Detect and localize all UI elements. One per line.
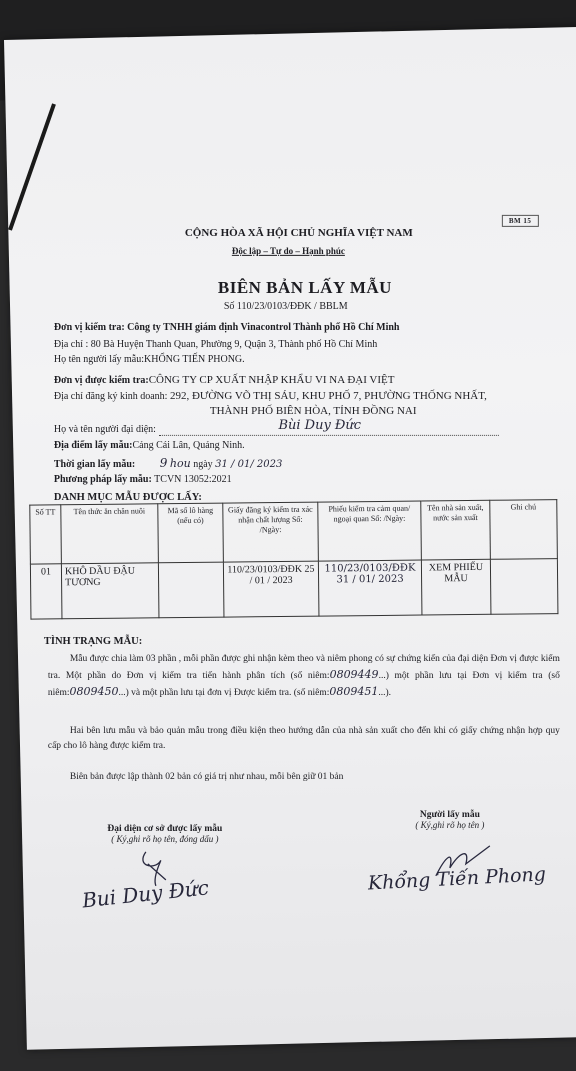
representative-line [53,417,499,436]
cell-manufacturer: XEM PHIẾU MẪU [421,559,491,615]
inspector-value: Công ty TNHH giám định Vinacontrol Thành phố Hồ Chí Minh [127,321,400,333]
right-signature-subtitle: ( Ký,ghi rõ họ tên ) [415,819,485,830]
sampler-label: Họ tên người lấy mẫu: [53,353,145,365]
left-signer-name: Bui Duy Đức [80,875,210,913]
sampler-value: KHỔNG TIẾN PHONG. [144,353,245,365]
inspected-address-label: Địa chỉ đăng ký kinh doanh: [53,390,168,402]
time-line [54,456,282,470]
col-header-registration: Giấy đăng ký kiểm tra xác nhận chất lượng Số: /Ngày: [223,502,319,562]
col-header-name: Tên thức ăn chăn nuôi [61,504,159,564]
sample-list-title: DANH MỤC MẪU ĐƯỢC LẤY: [53,491,202,503]
place-line [54,440,245,451]
inspected-label: Đơn vị được kiểm tra: [53,374,149,386]
document-page [4,26,576,1049]
inspected-address-line1 [54,390,487,402]
document-number: Số 110/23/0103/ĐĐK / BBLM [223,300,348,312]
status-text-b: ...) một phần lưu tại Đơn vị kiểm tra (số niêm: [47,670,560,698]
representative-label: Họ và tên người đại diện: [53,423,156,435]
status-text-c: ...) và một phần lưu tại đơn vị Được kiểm tra. (số niêm: [118,687,330,698]
col-header-inspection: Phiếu kiểm tra cảm quan/ ngoại quan Số: /Ngày: [318,501,422,561]
seal-number-2: 0809450 [69,684,119,698]
inspected-address-value: 292, ĐƯỜNG VÕ THỊ SÁU, KHU PHỐ 7, PHƯỜNG THỐNG NHẤT, [169,389,487,402]
inspector-line [54,322,400,333]
sampler-line [54,354,245,365]
col-header-no: Số TT [30,505,62,564]
time-date: 31 / 01/ 2023 [215,458,283,470]
status-paragraph-3: Biên bản được lập thành 02 bản có giá trị như nhau, mỗi bên giữ 01 bản [69,771,344,782]
document-title: BIÊN BẢN LẤY MẪU [217,277,392,297]
status-paragraph-2: Hai bên lưu mẫu và bảo quản mẫu trong điều kiện theo hướng dẫn của nhà sản xuất cho đến khi có giấy chứng nhận hợp quy cấp cho lô hàng được kiểm tra. [47,725,560,751]
right-signature-title: Người lấy mẫu [419,809,480,820]
time-hour: 9 [159,455,168,470]
right-signer-name: Khổng Tiến Phong [367,863,547,895]
representative-field [158,417,498,436]
cell-registration: 110/23/0103/ĐĐK 25 / 01 / 2023 [223,561,319,617]
method-label: Phương pháp lấy mẫu: [53,473,152,485]
sample-table [29,499,558,620]
inspector-address: Địa chỉ : 80 Bà Huyện Thanh Quan, Phường 9, Quận 3, Thành phố Hồ Chí Minh [53,338,378,350]
col-header-note: Ghi chú [490,500,558,560]
status-text-d: ...). [378,687,392,698]
seal-number-3: 0809451 [329,684,379,698]
method-value: TCVN 13052:2021 [154,473,232,485]
form-code-badge: BM 15 [502,215,539,227]
sample-status-title: TÌNH TRẠNG MẪU: [43,635,143,647]
page-edge-shadow [0,100,70,240]
left-signature-subtitle: ( Ký,ghi rõ họ tên, đóng dấu ) [111,833,219,844]
method-line [54,474,232,485]
inspected-line [54,374,395,386]
cell-lot [158,562,224,618]
col-header-manufacturer: Tên nhà sản xuất, nước sản xuất [421,500,491,560]
cell-no: 01 [30,564,62,619]
national-motto: Độc lập – Tự do – Hạnh phúc [231,245,345,256]
place-label: Địa điểm lấy mẫu: [53,439,133,451]
time-day-label: ngày [193,458,213,470]
time-label: Thời gian lấy mẫu: [53,458,136,470]
national-title: CỘNG HÒA XÃ HỘI CHỦ NGHĨA VIỆT NAM [184,226,413,239]
representative-handwriting: Bùi Duy Đức [278,417,362,433]
time-hour-unit: hou [169,456,191,470]
cell-inspection: 110/23/0103/ĐĐK 31 / 01/ 2023 [318,560,422,616]
right-signature-block [380,810,520,830]
left-signature-title: Đại diện cơ sở được lấy mẫu [107,823,223,834]
col-header-lot: Mã số lô hàng (nếu có) [158,503,224,563]
inspected-address-line2: THÀNH PHỐ BIÊN HÒA, TỈNH ĐỒNG NAI [209,404,417,417]
cell-note [490,559,558,615]
cell-name: KHÔ DẦU ĐẬU TƯƠNG [61,563,159,619]
inspected-value: CÔNG TY CP XUẤT NHẬP KHẨU VI NA ĐẠI VIỆT [148,373,395,386]
place-value: Cảng Cái Lân, Quảng Ninh. [132,439,245,451]
seal-number-1: 0809449 [329,667,379,681]
status-text-a: Mẫu được chia làm 03 phần , mỗi phần được ghi nhận kèm theo và niêm phong có sự chứng kiến của đại diện Đơn vị được kiểm tra. Một phần do Đơn vị kiểm tra tiến hành phân tích (số niêm: [47,653,560,681]
status-paragraph-1 [48,652,560,701]
left-signature-block [80,824,250,844]
table-row [30,559,558,620]
table-header-row [30,500,558,565]
inspector-label: Đơn vị kiểm tra: [53,321,125,333]
